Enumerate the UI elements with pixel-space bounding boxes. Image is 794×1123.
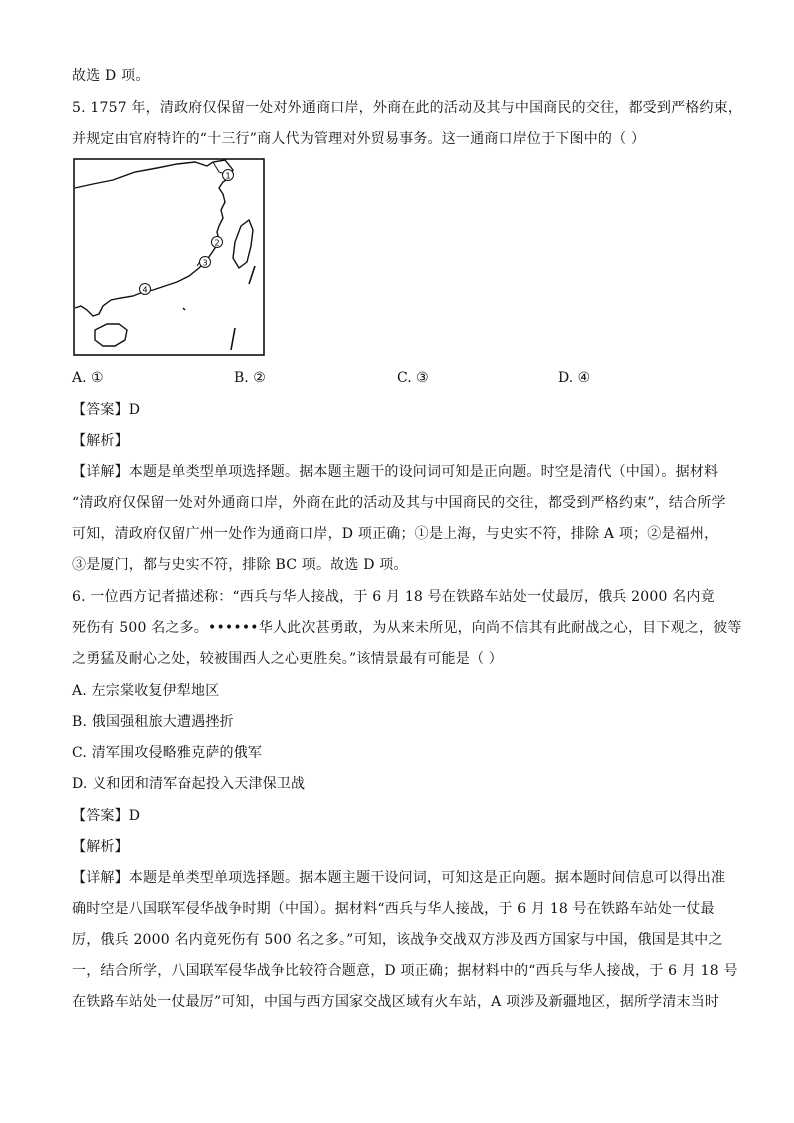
q4-conclusion: 故选 D 项。 (72, 68, 150, 84)
map-marker-2-label: 2 (214, 238, 220, 248)
q6-analysis-heading: 【解析】 (72, 839, 129, 855)
q6-detail-line-1: 【详解】本题是单类型单项选择题。据本题主题干设问词，可知这是正向题。据本题时间信息可以得出准 (72, 870, 726, 886)
q5-stem-line-1: 5. 1757 年，清政府仅保留一处对外通商口岸，外商在此的活动及其与中国商民的交往，都受到严格约束， (72, 100, 743, 116)
q6-option-c: C. 清军围攻侵略雅克萨的俄军 (72, 745, 263, 761)
china-coast-map (73, 158, 265, 356)
map-marker-1-label: 1 (225, 171, 231, 181)
q5-detail-line-3: 可知，清政府仅留广州一处作为通商口岸，D 项正确；①是上海，与史实不符，排除 A 项；②是福州， (72, 526, 719, 542)
q6-option-b: B. 俄国强租旅大遭遇挫折 (72, 714, 234, 730)
q6-stem-line-2: 死伤有 500 名之多。••••••华人此次甚勇敢，为从来未所见，向尚不信其有此耐战之心，目下观之，彼等 (72, 620, 742, 636)
map-marker-3 (200, 257, 211, 268)
map-marker-4-label: 4 (142, 285, 148, 295)
map-marker-4 (140, 284, 151, 295)
q5-answer: 【答案】D (72, 402, 141, 418)
q5-options (72, 368, 722, 388)
q5-option-c: C. ③ (397, 370, 429, 386)
q5-detail-line-1: 【详解】本题是单类型单项选择题。据本题主题干的设问词可知是正向题。时空是清代（中国）。据材料 (72, 464, 719, 480)
q6-detail-line-3: 厉，俄兵 2000 名内竟死伤有 500 名之多。”可知，该战争交战双方涉及西方国家与中国，俄国是其中之 (72, 932, 723, 948)
q5-option-d: D. ④ (558, 370, 591, 386)
q5-stem-line-2: 并规定由官府特许的“十三行”商人代为管理对外贸易事务。这一通商口岸位于下图中的（ ） (72, 131, 646, 147)
q6-option-a: A. 左宗棠收复伊犁地区 (72, 683, 220, 699)
q6-stem-line-3: 之勇猛及耐心之处，较被围西人之心更胜矣。”该情景最有可能是（ ） (72, 651, 504, 667)
q6-detail-line-2: 确时空是八国联军侵华战争时期（中国）。据材料“西兵与华人接战，于 6 月 18 号在铁路车站处一仗最 (72, 901, 715, 917)
q5-option-a: A. ① (72, 370, 104, 386)
q6-stem-line-1: 6. 一位西方记者描述称：“西兵与华人接战，于 6 月 18 号在铁路车站处一仗最厉，俄兵 2000 名内竟 (72, 589, 715, 605)
map-marker-2 (212, 237, 223, 248)
q6-option-d: D. 义和团和清军奋起投入天津保卫战 (72, 776, 306, 792)
q6-detail-line-5: 在铁路车站处一仗最厉”可知，中国与西方国家交战区域有火车站，A 项涉及新疆地区，据所学清末当时 (72, 994, 720, 1010)
q6-answer: 【答案】D (72, 808, 141, 824)
q5-analysis-heading: 【解析】 (72, 433, 129, 449)
q5-option-b: B. ② (234, 370, 266, 386)
map-marker-1 (223, 170, 234, 181)
q5-detail-line-2: “清政府仅保留一处对外通商口岸，外商在此的活动及其与中国商民的交往，都受到严格约束”，结合所学 (72, 495, 726, 511)
map-marker-3-label: 3 (202, 258, 208, 268)
q6-detail-line-4: 一，结合所学，八国联军侵华战争比较符合题意，D 项正确；据材料中的“西兵与华人接战，于 6 月 18 号 (72, 963, 738, 979)
q5-detail-line-4: ③是厦门，都与史实不符，排除 BC 项。故选 D 项。 (72, 557, 408, 573)
